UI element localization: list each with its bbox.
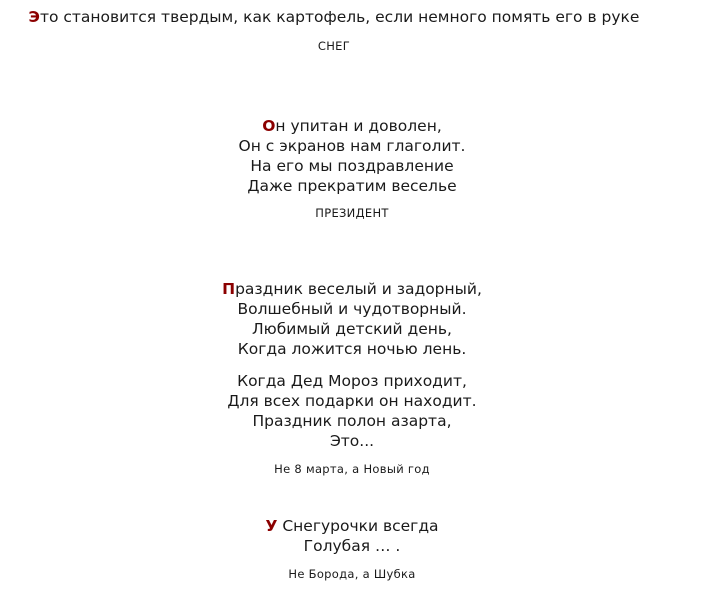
riddle-line: Когда Дед Мороз приходит, bbox=[237, 372, 467, 390]
riddle-line: Даже прекратим веселье bbox=[247, 177, 457, 195]
riddle-2 bbox=[0, 116, 704, 221]
riddle-line bbox=[0, 279, 704, 299]
riddle-line: Когда ложится ночью лень. bbox=[237, 340, 467, 358]
riddle-line: Любимый детский день, bbox=[252, 320, 452, 338]
riddle-line-text: раздник веселый и задорный, bbox=[235, 280, 482, 298]
riddle-line: Волшебный и чудотворный. bbox=[237, 300, 467, 318]
riddle-initial: П bbox=[222, 280, 236, 298]
riddle-answer: Не Борода, а Шубка bbox=[288, 567, 416, 581]
riddle-4 bbox=[0, 516, 704, 582]
riddle-line: Для всех подарки он находит. bbox=[227, 392, 477, 410]
riddle-line bbox=[0, 116, 704, 136]
riddle-answer: СНЕГ bbox=[317, 39, 351, 53]
riddle-line: то становится твердым, как картофель, если немного помять его в руке bbox=[39, 8, 640, 26]
riddle-initial: Э bbox=[28, 8, 40, 26]
riddle-text bbox=[0, 7, 668, 27]
riddle-line: Он с экранов нам глаголит. bbox=[238, 137, 466, 155]
riddle-line bbox=[0, 516, 704, 536]
riddle-line: Это... bbox=[329, 432, 375, 450]
stanza-gap bbox=[0, 359, 704, 371]
riddle-3 bbox=[0, 279, 704, 477]
riddle-line: На его мы поздравление bbox=[250, 157, 454, 175]
riddle-line-text: Снегурочки всегда bbox=[277, 517, 439, 535]
riddle-initial: О bbox=[262, 117, 276, 135]
riddle-line: Праздник полон азарта, bbox=[252, 412, 452, 430]
riddle-answer: ПРЕЗИДЕНТ bbox=[315, 206, 389, 220]
riddle-initial: У bbox=[265, 517, 278, 535]
riddle-line: Голубая … . bbox=[303, 537, 401, 555]
riddle-answer: Не 8 марта, а Новый год bbox=[274, 462, 430, 476]
riddle-line-text: н упитан и доволен, bbox=[275, 117, 442, 135]
riddle-1 bbox=[0, 7, 668, 54]
